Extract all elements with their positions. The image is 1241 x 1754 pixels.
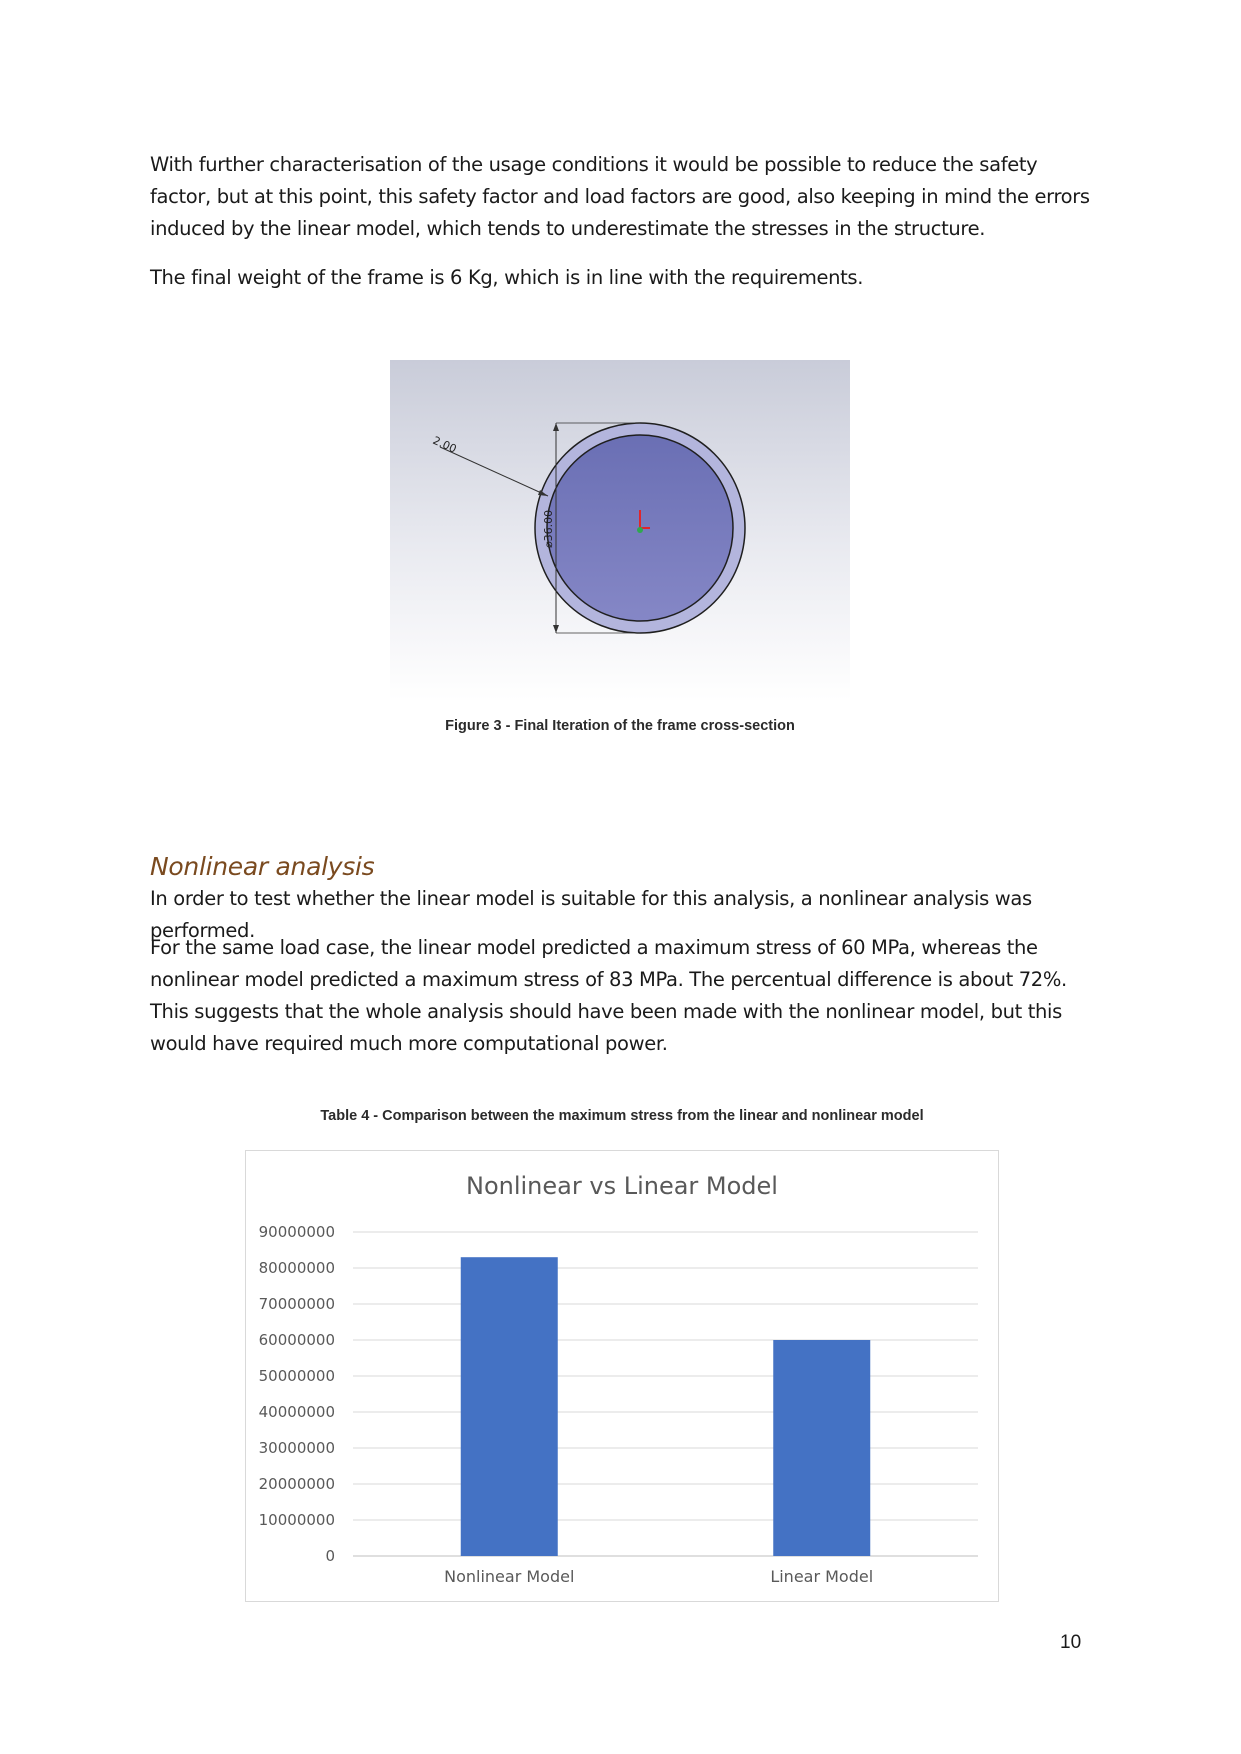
thickness-label: 2.00	[430, 433, 459, 456]
y-tick-label: 70000000	[258, 1295, 335, 1313]
y-tick-label: 30000000	[258, 1439, 335, 1457]
page-number: 10	[1060, 1632, 1082, 1653]
y-tick-label: 50000000	[258, 1367, 335, 1385]
y-tick-label: 90000000	[258, 1223, 335, 1241]
cross-section-drawing	[390, 360, 850, 700]
chart-title: Nonlinear vs Linear Model	[466, 1172, 778, 1200]
x-category-label: Nonlinear Model	[444, 1567, 575, 1586]
y-tick-label: 20000000	[258, 1475, 335, 1493]
y-tick-label: 10000000	[258, 1511, 335, 1529]
y-tick-label: 60000000	[258, 1331, 335, 1349]
y-tick-label: 40000000	[258, 1403, 335, 1421]
paragraph-safety-factor: With further characterisation of the usage conditions it would be possible to reduce the safety factor, but at this point, this safety factor and load factors are good, also keeping in mind the errors induced by the linear model, which tends to underestimate the stresses in the structure.	[150, 153, 1090, 240]
y-tick-label: 80000000	[258, 1259, 335, 1277]
x-category-label: Linear Model	[770, 1567, 874, 1586]
table-caption: Table 4 - Comparison between the maximum stress from the linear and nonlinear model	[320, 1108, 924, 1124]
section-heading: Nonlinear analysis	[150, 852, 375, 881]
cross-section-figure	[390, 360, 850, 700]
stress-bar-chart	[245, 1150, 999, 1602]
chart-svg	[245, 1150, 999, 1602]
paragraph-stress-comparison: For the same load case, the linear model predicted a maximum stress of 60 MPa, whereas the nonlinear model predicted a maximum stress of 83 MPa. The percentual difference is about 72%. This suggests that the whole analysis should have been made with the nonlinear model, but this would have required much more computational power.	[150, 936, 1067, 1055]
figure-caption: Figure 3 - Final Iteration of the frame cross-section	[445, 718, 795, 734]
paragraph-test-purpose: In order to test whether the linear model is suitable for this analysis, a nonlinear analysis was performed.	[150, 887, 1032, 942]
diameter-label: ⌀36.00	[542, 509, 555, 548]
bar-nonlinear-model	[461, 1257, 558, 1556]
bar-linear-model	[773, 1340, 870, 1556]
paragraph-frame-weight: The final weight of the frame is 6 Kg, which is in line with the requirements.	[150, 266, 864, 289]
y-tick-label: 0	[325, 1547, 335, 1565]
origin-marker	[637, 527, 643, 533]
